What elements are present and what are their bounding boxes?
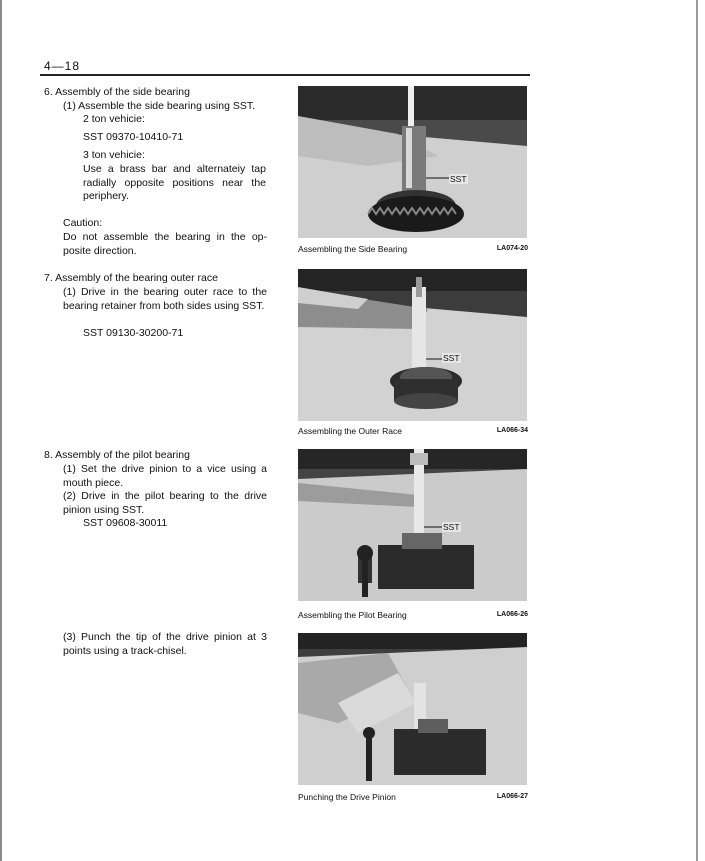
section-8-heading: 8. Assembly of the pilot bearing (44, 449, 190, 461)
section-6-3ton-label: 3 ton vehicie: (83, 149, 145, 161)
outer-race-caption: Assembling the Outer Race (298, 426, 402, 436)
side-bearing-code: LA074-20 (496, 245, 528, 252)
pilot-bearing-photo (298, 449, 527, 601)
side-bearing-sst-label: SST (450, 174, 467, 184)
punching-pinion-caption: Punching the Drive Pinion (298, 792, 396, 802)
page-number: 4—18 (44, 59, 81, 73)
section-8-step-1: (1) Set the drive pinion to a vice using a mouth piece. (63, 463, 267, 489)
section-6-sst-2ton: SST 09370-10410-71 (83, 131, 184, 143)
section-7-sst: SST 09130-30200-71 (83, 327, 184, 339)
pilot-bearing-caption: Assembling the Pilot Bearing (298, 610, 407, 620)
caution-text: Do not assemble the bearing in the op-posite direction. (63, 231, 267, 257)
punching-pinion-photo (298, 633, 527, 785)
section-6-3ton-text: Use a brass bar and alternateiy tap radially opposite positions near the periphery. (83, 163, 266, 203)
section-6-heading: 6. Assembly of the side bearing (44, 86, 190, 98)
outer-race-photo (298, 269, 527, 421)
caution-label: Caution: (63, 217, 103, 229)
pilot-bearing-sst-label: SST (443, 522, 460, 532)
section-8-step-2: (2) Drive in the pilot bearing to the drive pinion using SST. (63, 490, 267, 516)
section-6-2ton-label: 2 ton vehicie: (83, 113, 145, 125)
outer-race-sst-label: SST (443, 353, 460, 363)
punching-pinion-code: LA066-27 (496, 793, 528, 800)
header-rule (40, 74, 530, 76)
section-6-step-1: (1) Assemble the side bearing using SST. (63, 100, 256, 112)
section-8-sst: SST 09608-30011 (83, 517, 168, 529)
section-8-step-3: (3) Punch the tip of the drive pinion at 3 points using a track-chisel. (63, 631, 267, 657)
side-bearing-caption: Assembling the Side Bearing (298, 244, 408, 254)
side-bearing-photo (298, 86, 527, 238)
pilot-bearing-code: LA066-26 (496, 611, 528, 618)
outer-race-code: LA066-34 (496, 427, 528, 434)
section-7-heading: 7. Assembly of the bearing outer race (44, 272, 218, 284)
section-7-step-1: (1) Drive in the bearing outer race to the bearing retainer from both sides using SST. (63, 286, 267, 312)
